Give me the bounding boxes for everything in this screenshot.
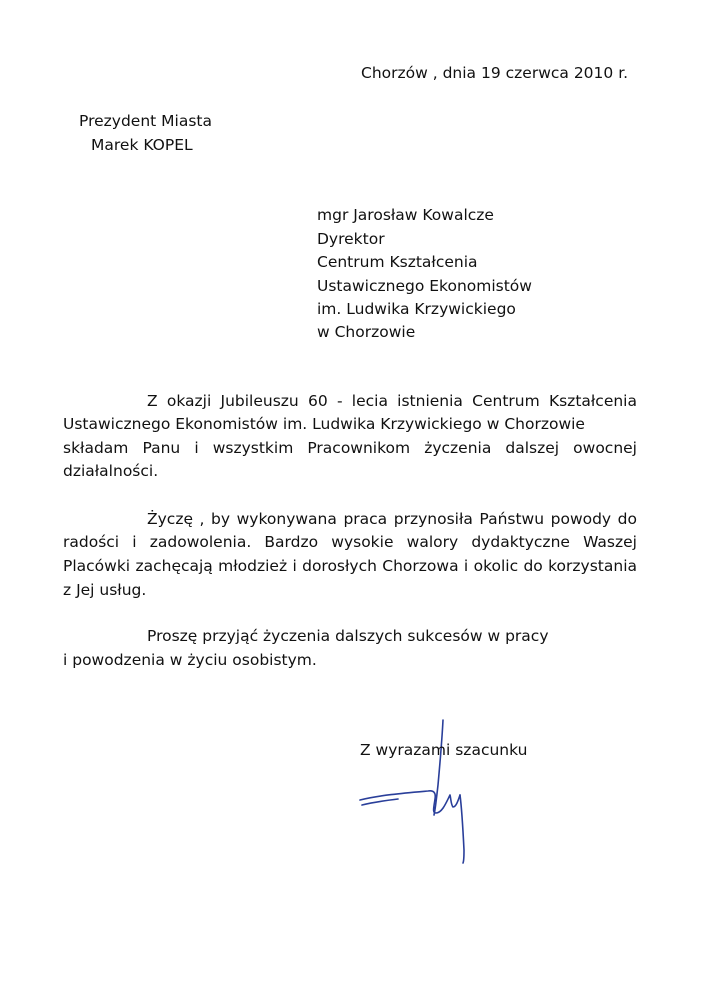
recipient-line-4: Ustawicznego Ekonomistów — [317, 277, 532, 295]
recipient-line-3: Centrum Kształcenia — [317, 253, 478, 271]
recipient-line-6: w Chorzowie — [317, 323, 416, 341]
paragraph-1-line-1: Z okazji Jubileuszu 60 - lecia istnienia Centrum Kształcenia — [147, 392, 637, 410]
place-date: Chorzów , dnia 19 czerwca 2010 r. — [361, 64, 629, 82]
paragraph-2-line-1: Życzę , by wykonywana praca przynosiła Państwu powody do — [147, 510, 637, 528]
paragraph-2-line-3: Placówki zachęcają młodzież i dorosłych Chorzowa i okolic do korzystania — [63, 557, 637, 575]
paragraph-1-line-3: składam Panu i wszystkim Pracownikom życzenia dalszej owocnej — [63, 439, 637, 457]
paragraph-2-line-2: radości i zadowolenia. Bardzo wysokie walory dydaktyczne Waszej — [63, 533, 637, 551]
recipient-line-2: Dyrektor — [317, 230, 385, 248]
paragraph-1-line-2: Ustawicznego Ekonomistów im. Ludwika Krzywickiego w Chorzowie — [63, 415, 585, 433]
recipient-line-1: mgr Jarosław Kowalcze — [317, 206, 494, 224]
paragraph-3-line-1: Proszę przyjąć życzenia dalszych sukcesów w pracy — [147, 627, 549, 645]
paragraph-1-line-4: działalności. — [63, 462, 159, 480]
handwritten-signature — [350, 715, 510, 875]
paragraph-3-line-2: i powodzenia w życiu osobistym. — [63, 651, 317, 669]
recipient-line-5: im. Ludwika Krzywickiego — [317, 300, 516, 318]
sender-title: Prezydent Miasta — [79, 112, 212, 130]
closing-salutation: Z wyrazami szacunku — [360, 741, 528, 759]
sender-name: Marek KOPEL — [91, 136, 193, 154]
paragraph-2-line-4: z Jej usług. — [63, 581, 147, 599]
